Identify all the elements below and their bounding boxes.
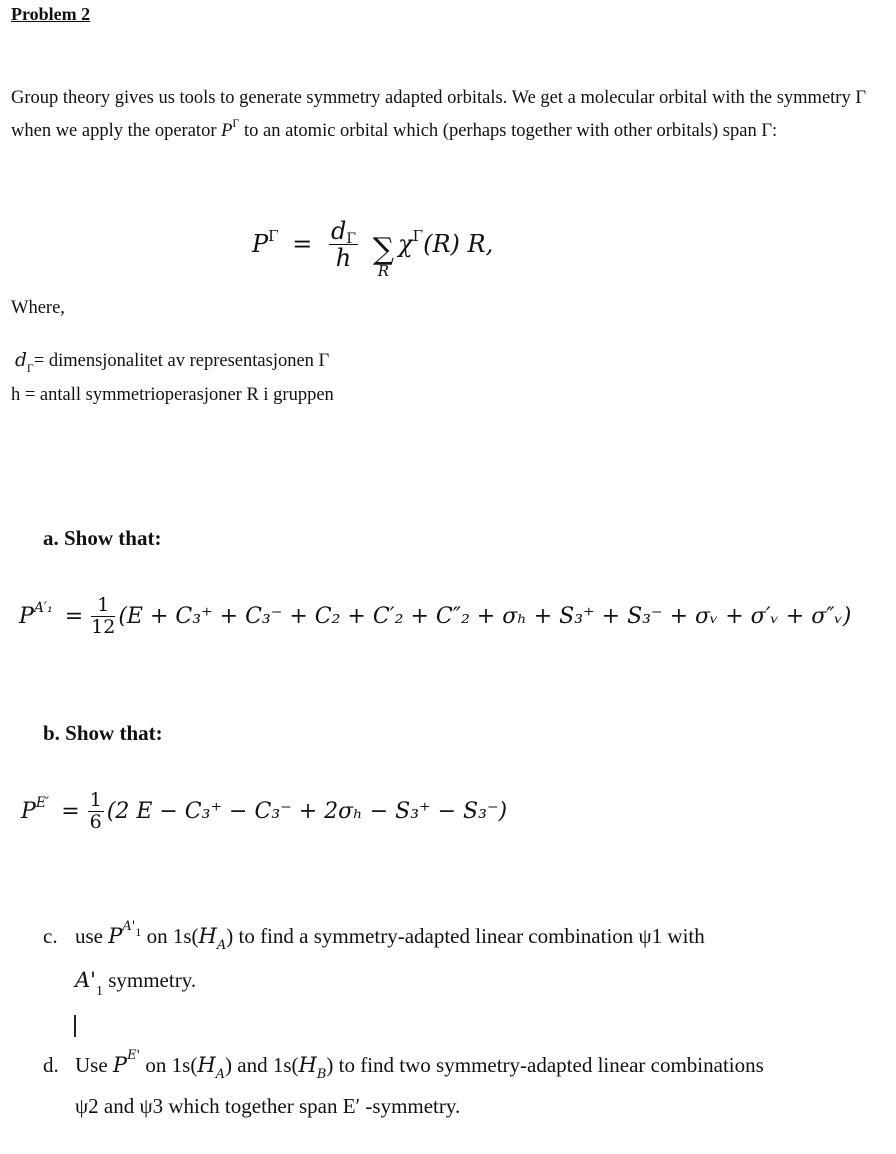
summand-rest: (R) R, xyxy=(423,230,494,258)
formula-equals: = xyxy=(292,230,313,258)
part-b-denominator: 6 xyxy=(89,810,102,833)
part-c-marker: c. xyxy=(43,924,58,948)
part-a-heading: a. Show that: xyxy=(43,526,162,550)
part-a-expression: (E + C₃⁺ + C₃⁻ + C₂ + C′₂ + C″₂ + σₕ + S₃⁺ + S₃⁻ + σᵥ + σ′ᵥ + σ″ᵥ) xyxy=(118,603,852,629)
character-sup: Γ xyxy=(412,227,424,245)
part-c-symmetry-label: A' xyxy=(75,968,96,992)
formula-lhs-sup: Γ xyxy=(268,227,279,245)
part-a-equation xyxy=(19,595,851,639)
part-b-lhs: P xyxy=(21,798,36,824)
definition-d-sub: Γ xyxy=(26,361,34,375)
part-c-operator: P xyxy=(108,924,123,948)
fraction-numerator: d xyxy=(330,217,347,245)
part-b-equation xyxy=(21,790,507,834)
part-a-lhs: P xyxy=(19,603,34,629)
part-b-numerator: 1 xyxy=(89,789,102,811)
intro-paragraph xyxy=(11,82,871,149)
character-chi: χ xyxy=(398,230,413,258)
part-d-h-b: H xyxy=(298,1053,317,1077)
part-b-expression: (2 E − C₃⁺ − C₃⁻ + 2σₕ − S₃⁺ − S₃⁻) xyxy=(106,798,508,824)
part-d-operator: P xyxy=(112,1053,128,1077)
part-d-text-2: on 1s( xyxy=(140,1053,198,1077)
part-c-text-2: on 1s( xyxy=(141,924,199,948)
part-d-h-b-sub: B xyxy=(316,1067,327,1082)
part-b-fraction xyxy=(88,790,104,834)
definition-d xyxy=(15,349,329,373)
intro-operator: P xyxy=(221,121,233,141)
part-c-line-1 xyxy=(75,919,705,953)
part-a-numerator: 1 xyxy=(91,595,115,617)
summation-symbol: ∑ xyxy=(372,231,395,267)
part-c-symmetry-text: symmetry. xyxy=(102,968,197,992)
part-d-line-1 xyxy=(75,1048,764,1082)
fraction-denominator: h xyxy=(335,244,352,273)
part-a-denominator: 12 xyxy=(91,615,116,638)
text-cursor[interactable] xyxy=(74,1015,76,1037)
part-c-operator-sup: A' xyxy=(122,919,136,934)
definition-d-symbol: d xyxy=(15,350,27,371)
part-d-text-4: ) to find two symmetry-adapted linear combinations xyxy=(326,1053,764,1077)
part-d-text-1: Use xyxy=(75,1053,113,1077)
part-c-line-2 xyxy=(75,967,197,999)
part-d-h-a: H xyxy=(197,1053,216,1077)
part-c-symmetry-sub: 1 xyxy=(95,984,103,999)
part-a-equals: = xyxy=(64,603,84,629)
definition-d-text: = dimensjonalitet av representasjonen Γ xyxy=(33,351,330,371)
part-b-equals: = xyxy=(61,798,80,824)
part-c-text-1: use xyxy=(75,924,109,948)
definition-h: h = antall symmetrioperasjoner R i gruppen xyxy=(11,385,334,405)
part-d-line-2: ψ2 and ψ3 which together span E′ -symmetry. xyxy=(75,1094,461,1118)
part-a-lhs-sup: A′₁ xyxy=(33,599,53,616)
projection-formula xyxy=(252,217,494,280)
part-b-lhs-sup: E′ xyxy=(35,794,50,811)
part-c-text-3: ) to find a symmetry-adapted linear combination ψ1 with xyxy=(226,924,705,948)
part-b-heading: b. Show that: xyxy=(43,721,163,745)
part-c-operator-sup-sub: 1 xyxy=(135,925,142,939)
part-c-h: H xyxy=(198,924,217,948)
part-d-text-3: ) and 1s( xyxy=(225,1053,299,1077)
part-c-h-sub: A xyxy=(216,938,227,953)
part-a-fraction xyxy=(91,595,115,639)
fraction-numerator-sub: Γ xyxy=(346,231,357,247)
intro-operator-sup: Γ xyxy=(232,116,240,130)
intro-text-1: Group theory gives us tools to generate symmetry adapted orbitals. We get a molecular orbital with the symmetry Γ when we apply the operator xyxy=(11,88,867,141)
summation-index: R xyxy=(377,261,390,280)
where-label: Where, xyxy=(11,298,65,318)
intro-text-2: to an atomic orbital which (perhaps together with other orbitals) span Γ: xyxy=(239,121,778,141)
part-d-operator-sup: E' xyxy=(127,1048,141,1063)
part-d-h-a-sub: A xyxy=(215,1067,226,1082)
summation xyxy=(372,231,395,280)
formula-fraction xyxy=(329,218,358,273)
formula-lhs: P xyxy=(252,230,269,258)
problem-title: Problem 2 xyxy=(11,4,91,24)
part-d-marker: d. xyxy=(43,1053,59,1077)
